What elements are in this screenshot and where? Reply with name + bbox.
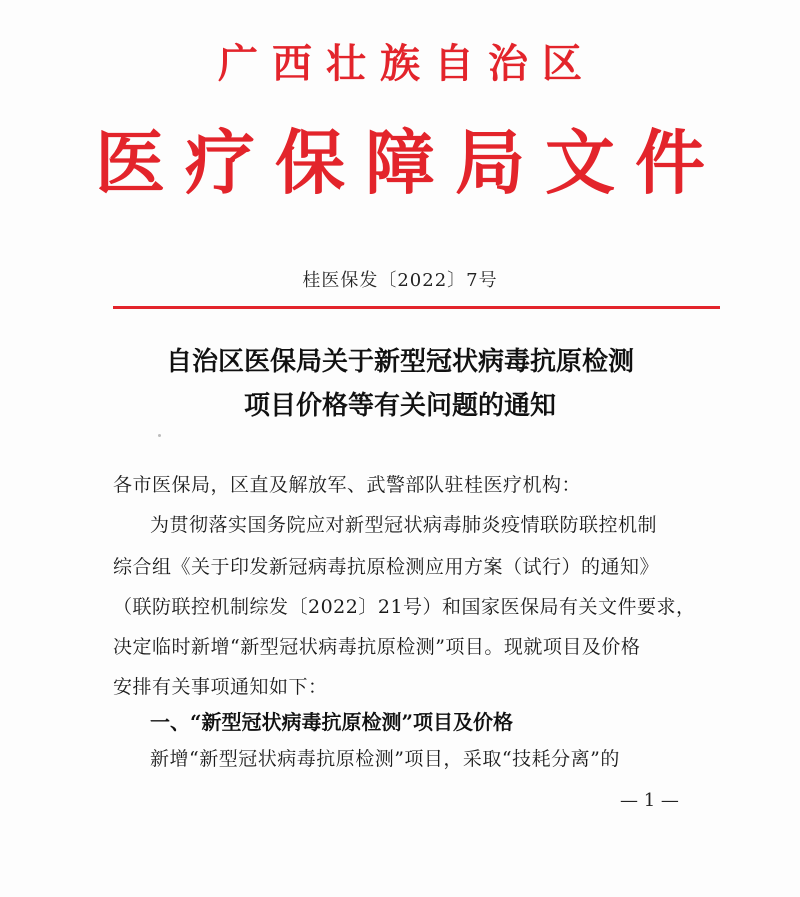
page-number: — 1 — [620,790,679,811]
paragraph-line: 综合组《关于印发新冠病毒抗原检测应用方案（试行）的通知》 [113,556,660,578]
paragraph-line: 为贯彻落实国务院应对新型冠状病毒肺炎疫情联防联控机制 [150,514,658,536]
addressee-line: 各市医保局，区直及解放军、武警部队驻桂医疗机构： [113,474,582,496]
paragraph-line: 决定临时新增“新型冠状病毒抗原检测”项目。现就项目及价格 [113,636,641,658]
masthead-issuer-region: 广西壮族自治区 [218,40,596,87]
red-divider-line [113,306,720,309]
document-title [0,340,800,428]
masthead-issuer-agency: 医疗保障局文件 [95,121,725,204]
title-line-1: 自治区医保局关于新型冠状病毒抗原检测 [165,347,634,377]
section-heading: 一、“新型冠状病毒抗原检测”项目及价格 [150,710,514,734]
paragraph-line: （联防联控机制综发〔2022〕21号）和国家医保局有关文件要求， [113,596,696,618]
title-line-2: 项目价格等有关问题的通知 [243,391,556,421]
document-number: 桂医保发〔2022〕7号 [302,270,498,291]
paragraph-line: 安排有关事项通知如下： [113,676,328,698]
paragraph-line: 新增“新型冠状病毒抗原检测”项目，采取“技耗分离”的 [150,748,620,770]
scan-speck [158,434,161,437]
